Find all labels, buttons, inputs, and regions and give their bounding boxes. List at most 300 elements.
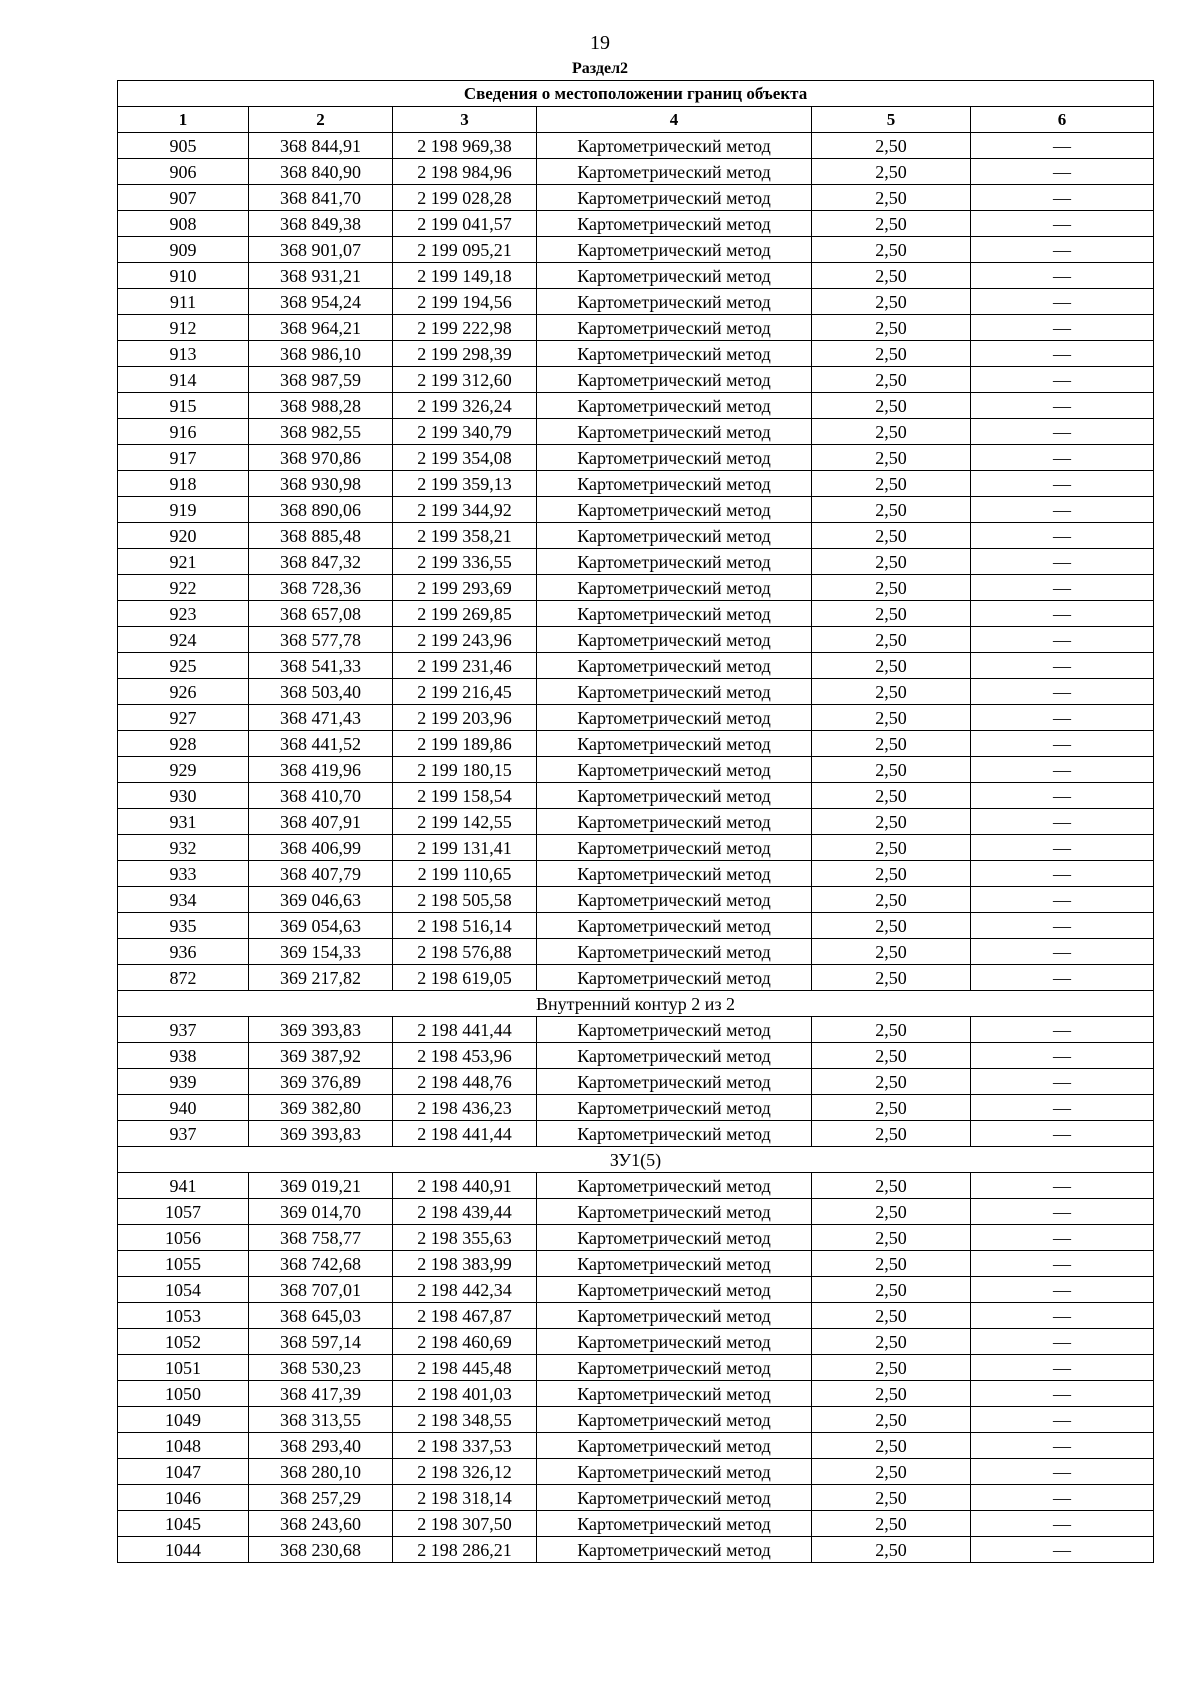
method-cell: Картометрический метод bbox=[537, 627, 812, 653]
table-row bbox=[118, 861, 1154, 887]
method-cell: Картометрический метод bbox=[537, 211, 812, 237]
x-coordinate-cell: 368 890,06 bbox=[249, 497, 393, 523]
x-coordinate-cell: 368 840,90 bbox=[249, 159, 393, 185]
x-coordinate-cell: 368 987,59 bbox=[249, 367, 393, 393]
description-cell: — bbox=[971, 1277, 1154, 1303]
table-row bbox=[118, 653, 1154, 679]
point-number-cell: 1045 bbox=[118, 1511, 249, 1537]
table-row bbox=[118, 211, 1154, 237]
description-cell: — bbox=[971, 1433, 1154, 1459]
point-number-cell: 1055 bbox=[118, 1251, 249, 1277]
page-number: 19 bbox=[590, 32, 610, 54]
accuracy-cell: 2,50 bbox=[812, 913, 971, 939]
point-number-cell: 1056 bbox=[118, 1225, 249, 1251]
point-number-cell: 907 bbox=[118, 185, 249, 211]
accuracy-cell: 2,50 bbox=[812, 1355, 971, 1381]
point-number-cell: 910 bbox=[118, 263, 249, 289]
table-row bbox=[118, 731, 1154, 757]
table-row bbox=[118, 497, 1154, 523]
point-number-cell: 920 bbox=[118, 523, 249, 549]
method-cell: Картометрический метод bbox=[537, 1433, 812, 1459]
y-coordinate-cell: 2 199 354,08 bbox=[393, 445, 537, 471]
x-coordinate-cell: 368 657,08 bbox=[249, 601, 393, 627]
accuracy-cell: 2,50 bbox=[812, 887, 971, 913]
accuracy-cell: 2,50 bbox=[812, 133, 971, 159]
y-coordinate-cell: 2 199 358,21 bbox=[393, 523, 537, 549]
point-number-cell: 1046 bbox=[118, 1485, 249, 1511]
x-coordinate-cell: 368 970,86 bbox=[249, 445, 393, 471]
x-coordinate-cell: 368 280,10 bbox=[249, 1459, 393, 1485]
point-number-cell: 917 bbox=[118, 445, 249, 471]
table-row bbox=[118, 1069, 1154, 1095]
description-cell: — bbox=[971, 1017, 1154, 1043]
section-title: Раздел2 bbox=[571, 60, 629, 77]
method-cell: Картометрический метод bbox=[537, 315, 812, 341]
y-coordinate-cell: 2 199 293,69 bbox=[393, 575, 537, 601]
description-cell: — bbox=[971, 523, 1154, 549]
x-coordinate-cell: 369 382,80 bbox=[249, 1095, 393, 1121]
y-coordinate-cell: 2 198 436,23 bbox=[393, 1095, 537, 1121]
table-row bbox=[118, 887, 1154, 913]
method-cell: Картометрический метод bbox=[537, 887, 812, 913]
method-cell: Картометрический метод bbox=[537, 1303, 812, 1329]
x-coordinate-cell: 368 441,52 bbox=[249, 731, 393, 757]
y-coordinate-cell: 2 198 348,55 bbox=[393, 1407, 537, 1433]
method-cell: Картометрический метод bbox=[537, 757, 812, 783]
method-cell: Картометрический метод bbox=[537, 1329, 812, 1355]
x-coordinate-cell: 368 982,55 bbox=[249, 419, 393, 445]
table-row bbox=[118, 471, 1154, 497]
table-row bbox=[118, 757, 1154, 783]
table-row bbox=[118, 627, 1154, 653]
accuracy-cell: 2,50 bbox=[812, 1407, 971, 1433]
method-cell: Картометрический метод bbox=[537, 1121, 812, 1147]
table-row bbox=[118, 1121, 1154, 1147]
accuracy-cell: 2,50 bbox=[812, 1069, 971, 1095]
accuracy-cell: 2,50 bbox=[812, 1485, 971, 1511]
description-cell: — bbox=[971, 1043, 1154, 1069]
x-coordinate-cell: 368 849,38 bbox=[249, 211, 393, 237]
x-coordinate-cell: 368 541,33 bbox=[249, 653, 393, 679]
accuracy-cell: 2,50 bbox=[812, 1199, 971, 1225]
method-cell: Картометрический метод bbox=[537, 705, 812, 731]
table-row bbox=[118, 393, 1154, 419]
description-cell: — bbox=[971, 445, 1154, 471]
y-coordinate-cell: 2 198 355,63 bbox=[393, 1225, 537, 1251]
y-coordinate-cell: 2 198 984,96 bbox=[393, 159, 537, 185]
description-cell: — bbox=[971, 1251, 1154, 1277]
y-coordinate-cell: 2 198 318,14 bbox=[393, 1485, 537, 1511]
table-row bbox=[118, 1433, 1154, 1459]
x-coordinate-cell: 368 313,55 bbox=[249, 1407, 393, 1433]
point-number-cell: 913 bbox=[118, 341, 249, 367]
x-coordinate-cell: 368 419,96 bbox=[249, 757, 393, 783]
point-number-cell: 1050 bbox=[118, 1381, 249, 1407]
method-cell: Картометрический метод bbox=[537, 1277, 812, 1303]
accuracy-cell: 2,50 bbox=[812, 1251, 971, 1277]
method-cell: Картометрический метод bbox=[537, 1381, 812, 1407]
method-cell: Картометрический метод bbox=[537, 237, 812, 263]
column-header: 1 bbox=[118, 107, 249, 133]
y-coordinate-cell: 2 198 442,34 bbox=[393, 1277, 537, 1303]
description-cell: — bbox=[971, 393, 1154, 419]
description-cell: — bbox=[971, 211, 1154, 237]
accuracy-cell: 2,50 bbox=[812, 1381, 971, 1407]
method-cell: Картометрический метод bbox=[537, 1537, 812, 1563]
method-cell: Картометрический метод bbox=[537, 1017, 812, 1043]
method-cell: Картометрический метод bbox=[537, 1511, 812, 1537]
x-coordinate-cell: 369 387,92 bbox=[249, 1043, 393, 1069]
description-cell: — bbox=[971, 627, 1154, 653]
x-coordinate-cell: 368 847,32 bbox=[249, 549, 393, 575]
y-coordinate-cell: 2 198 440,91 bbox=[393, 1173, 537, 1199]
accuracy-cell: 2,50 bbox=[812, 393, 971, 419]
y-coordinate-cell: 2 198 467,87 bbox=[393, 1303, 537, 1329]
description-cell: — bbox=[971, 679, 1154, 705]
accuracy-cell: 2,50 bbox=[812, 419, 971, 445]
boundary-coordinates-table bbox=[117, 80, 1154, 1563]
y-coordinate-cell: 2 199 158,54 bbox=[393, 783, 537, 809]
method-cell: Картометрический метод bbox=[537, 289, 812, 315]
description-cell: — bbox=[971, 757, 1154, 783]
description-cell: — bbox=[971, 783, 1154, 809]
point-number-cell: 911 bbox=[118, 289, 249, 315]
table-row bbox=[118, 1095, 1154, 1121]
point-number-cell: 1044 bbox=[118, 1537, 249, 1563]
x-coordinate-cell: 369 154,33 bbox=[249, 939, 393, 965]
accuracy-cell: 2,50 bbox=[812, 237, 971, 263]
x-coordinate-cell: 368 988,28 bbox=[249, 393, 393, 419]
method-cell: Картометрический метод bbox=[537, 1095, 812, 1121]
y-coordinate-cell: 2 199 326,24 bbox=[393, 393, 537, 419]
x-coordinate-cell: 369 046,63 bbox=[249, 887, 393, 913]
column-header: 3 bbox=[393, 107, 537, 133]
method-cell: Картометрический метод bbox=[537, 939, 812, 965]
point-number-cell: 927 bbox=[118, 705, 249, 731]
description-cell: — bbox=[971, 939, 1154, 965]
description-cell: — bbox=[971, 1225, 1154, 1251]
y-coordinate-cell: 2 199 243,96 bbox=[393, 627, 537, 653]
accuracy-cell: 2,50 bbox=[812, 1459, 971, 1485]
accuracy-cell: 2,50 bbox=[812, 549, 971, 575]
x-coordinate-cell: 368 844,91 bbox=[249, 133, 393, 159]
table-row bbox=[118, 1329, 1154, 1355]
accuracy-cell: 2,50 bbox=[812, 835, 971, 861]
description-cell: — bbox=[971, 965, 1154, 991]
table-row bbox=[118, 185, 1154, 211]
description-cell: — bbox=[971, 913, 1154, 939]
accuracy-cell: 2,50 bbox=[812, 783, 971, 809]
x-coordinate-cell: 368 931,21 bbox=[249, 263, 393, 289]
x-coordinate-cell: 368 410,70 bbox=[249, 783, 393, 809]
accuracy-cell: 2,50 bbox=[812, 1225, 971, 1251]
x-coordinate-cell: 368 471,43 bbox=[249, 705, 393, 731]
table-row bbox=[118, 1277, 1154, 1303]
y-coordinate-cell: 2 199 203,96 bbox=[393, 705, 537, 731]
y-coordinate-cell: 2 199 269,85 bbox=[393, 601, 537, 627]
method-cell: Картометрический метод bbox=[537, 1173, 812, 1199]
accuracy-cell: 2,50 bbox=[812, 1121, 971, 1147]
x-coordinate-cell: 368 406,99 bbox=[249, 835, 393, 861]
table-row bbox=[118, 679, 1154, 705]
point-number-cell: 906 bbox=[118, 159, 249, 185]
description-cell: — bbox=[971, 1381, 1154, 1407]
method-cell: Картометрический метод bbox=[537, 497, 812, 523]
point-number-cell: 1057 bbox=[118, 1199, 249, 1225]
x-coordinate-cell: 368 930,98 bbox=[249, 471, 393, 497]
accuracy-cell: 2,50 bbox=[812, 159, 971, 185]
point-number-cell: 1047 bbox=[118, 1459, 249, 1485]
point-number-cell: 934 bbox=[118, 887, 249, 913]
point-number-cell: 923 bbox=[118, 601, 249, 627]
x-coordinate-cell: 368 407,91 bbox=[249, 809, 393, 835]
method-cell: Картометрический метод bbox=[537, 133, 812, 159]
x-coordinate-cell: 368 841,70 bbox=[249, 185, 393, 211]
method-cell: Картометрический метод bbox=[537, 185, 812, 211]
accuracy-cell: 2,50 bbox=[812, 289, 971, 315]
y-coordinate-cell: 2 198 460,69 bbox=[393, 1329, 537, 1355]
method-cell: Картометрический метод bbox=[537, 471, 812, 497]
table-row bbox=[118, 1251, 1154, 1277]
point-number-cell: 939 bbox=[118, 1069, 249, 1095]
y-coordinate-cell: 2 199 194,56 bbox=[393, 289, 537, 315]
y-coordinate-cell: 2 198 401,03 bbox=[393, 1381, 537, 1407]
point-number-cell: 914 bbox=[118, 367, 249, 393]
description-cell: — bbox=[971, 861, 1154, 887]
accuracy-cell: 2,50 bbox=[812, 1329, 971, 1355]
y-coordinate-cell: 2 198 307,50 bbox=[393, 1511, 537, 1537]
table-row bbox=[118, 419, 1154, 445]
point-number-cell: 908 bbox=[118, 211, 249, 237]
accuracy-cell: 2,50 bbox=[812, 653, 971, 679]
column-header: 5 bbox=[812, 107, 971, 133]
accuracy-cell: 2,50 bbox=[812, 965, 971, 991]
table-row bbox=[118, 1355, 1154, 1381]
method-cell: Картометрический метод bbox=[537, 367, 812, 393]
y-coordinate-cell: 2 199 340,79 bbox=[393, 419, 537, 445]
table-row bbox=[118, 341, 1154, 367]
table-body bbox=[118, 133, 1154, 1563]
description-cell: — bbox=[971, 705, 1154, 731]
table-row bbox=[118, 1199, 1154, 1225]
method-cell: Картометрический метод bbox=[537, 1199, 812, 1225]
y-coordinate-cell: 2 199 189,86 bbox=[393, 731, 537, 757]
table-row bbox=[118, 939, 1154, 965]
accuracy-cell: 2,50 bbox=[812, 939, 971, 965]
table-row bbox=[118, 159, 1154, 185]
description-cell: — bbox=[971, 419, 1154, 445]
method-cell: Картометрический метод bbox=[537, 913, 812, 939]
point-number-cell: 1049 bbox=[118, 1407, 249, 1433]
method-cell: Картометрический метод bbox=[537, 1485, 812, 1511]
table-row bbox=[118, 809, 1154, 835]
accuracy-cell: 2,50 bbox=[812, 705, 971, 731]
y-coordinate-cell: 2 199 149,18 bbox=[393, 263, 537, 289]
x-coordinate-cell: 368 901,07 bbox=[249, 237, 393, 263]
description-cell: — bbox=[971, 367, 1154, 393]
x-coordinate-cell: 369 217,82 bbox=[249, 965, 393, 991]
description-cell: — bbox=[971, 1069, 1154, 1095]
accuracy-cell: 2,50 bbox=[812, 315, 971, 341]
accuracy-cell: 2,50 bbox=[812, 757, 971, 783]
description-cell: — bbox=[971, 1355, 1154, 1381]
method-cell: Картометрический метод bbox=[537, 1251, 812, 1277]
x-coordinate-cell: 368 293,40 bbox=[249, 1433, 393, 1459]
y-coordinate-cell: 2 198 576,88 bbox=[393, 939, 537, 965]
description-cell: — bbox=[971, 601, 1154, 627]
method-cell: Картометрический метод bbox=[537, 731, 812, 757]
x-coordinate-cell: 368 530,23 bbox=[249, 1355, 393, 1381]
accuracy-cell: 2,50 bbox=[812, 861, 971, 887]
table-row bbox=[118, 1407, 1154, 1433]
point-number-cell: 935 bbox=[118, 913, 249, 939]
table-row bbox=[118, 601, 1154, 627]
method-cell: Картометрический метод bbox=[537, 601, 812, 627]
point-number-cell: 929 bbox=[118, 757, 249, 783]
y-coordinate-cell: 2 199 131,41 bbox=[393, 835, 537, 861]
table-row bbox=[118, 1511, 1154, 1537]
table-row bbox=[118, 705, 1154, 731]
point-number-cell: 1053 bbox=[118, 1303, 249, 1329]
y-coordinate-cell: 2 198 969,38 bbox=[393, 133, 537, 159]
method-cell: Картометрический метод bbox=[537, 783, 812, 809]
table-row bbox=[118, 1485, 1154, 1511]
y-coordinate-cell: 2 198 326,12 bbox=[393, 1459, 537, 1485]
method-cell: Картометрический метод bbox=[537, 445, 812, 471]
y-coordinate-cell: 2 199 336,55 bbox=[393, 549, 537, 575]
table-row bbox=[118, 913, 1154, 939]
table-row bbox=[118, 1017, 1154, 1043]
x-coordinate-cell: 369 393,83 bbox=[249, 1017, 393, 1043]
y-coordinate-cell: 2 199 095,21 bbox=[393, 237, 537, 263]
point-number-cell: 924 bbox=[118, 627, 249, 653]
point-number-cell: 1051 bbox=[118, 1355, 249, 1381]
description-cell: — bbox=[971, 653, 1154, 679]
table-row bbox=[118, 289, 1154, 315]
contour-label-row bbox=[118, 1147, 1154, 1173]
y-coordinate-cell: 2 199 041,57 bbox=[393, 211, 537, 237]
accuracy-cell: 2,50 bbox=[812, 731, 971, 757]
point-number-cell: 928 bbox=[118, 731, 249, 757]
table-row bbox=[118, 575, 1154, 601]
table-row bbox=[118, 1381, 1154, 1407]
accuracy-cell: 2,50 bbox=[812, 341, 971, 367]
y-coordinate-cell: 2 198 505,58 bbox=[393, 887, 537, 913]
method-cell: Картометрический метод bbox=[537, 809, 812, 835]
description-cell: — bbox=[971, 1121, 1154, 1147]
point-number-cell: 915 bbox=[118, 393, 249, 419]
method-cell: Картометрический метод bbox=[537, 419, 812, 445]
table-row bbox=[118, 549, 1154, 575]
table-row bbox=[118, 1173, 1154, 1199]
accuracy-cell: 2,50 bbox=[812, 445, 971, 471]
description-cell: — bbox=[971, 159, 1154, 185]
x-coordinate-cell: 368 407,79 bbox=[249, 861, 393, 887]
method-cell: Картометрический метод bbox=[537, 1459, 812, 1485]
point-number-cell: 872 bbox=[118, 965, 249, 991]
table-row bbox=[118, 1459, 1154, 1485]
accuracy-cell: 2,50 bbox=[812, 185, 971, 211]
description-cell: — bbox=[971, 1095, 1154, 1121]
table-row bbox=[118, 783, 1154, 809]
description-cell: — bbox=[971, 1485, 1154, 1511]
y-coordinate-cell: 2 198 453,96 bbox=[393, 1043, 537, 1069]
method-cell: Картометрический метод bbox=[537, 523, 812, 549]
x-coordinate-cell: 368 645,03 bbox=[249, 1303, 393, 1329]
accuracy-cell: 2,50 bbox=[812, 679, 971, 705]
point-number-cell: 930 bbox=[118, 783, 249, 809]
point-number-cell: 937 bbox=[118, 1017, 249, 1043]
x-coordinate-cell: 368 597,14 bbox=[249, 1329, 393, 1355]
y-coordinate-cell: 2 199 359,13 bbox=[393, 471, 537, 497]
y-coordinate-cell: 2 198 516,14 bbox=[393, 913, 537, 939]
method-cell: Картометрический метод bbox=[537, 679, 812, 705]
description-cell: — bbox=[971, 835, 1154, 861]
point-number-cell: 938 bbox=[118, 1043, 249, 1069]
point-number-cell: 922 bbox=[118, 575, 249, 601]
description-cell: — bbox=[971, 1173, 1154, 1199]
y-coordinate-cell: 2 198 286,21 bbox=[393, 1537, 537, 1563]
point-number-cell: 925 bbox=[118, 653, 249, 679]
contour-label-row bbox=[118, 991, 1154, 1017]
x-coordinate-cell: 368 230,68 bbox=[249, 1537, 393, 1563]
x-coordinate-cell: 368 503,40 bbox=[249, 679, 393, 705]
x-coordinate-cell: 369 376,89 bbox=[249, 1069, 393, 1095]
method-cell: Картометрический метод bbox=[537, 575, 812, 601]
x-coordinate-cell: 368 243,60 bbox=[249, 1511, 393, 1537]
y-coordinate-cell: 2 199 222,98 bbox=[393, 315, 537, 341]
method-cell: Картометрический метод bbox=[537, 653, 812, 679]
point-number-cell: 1048 bbox=[118, 1433, 249, 1459]
accuracy-cell: 2,50 bbox=[812, 1537, 971, 1563]
description-cell: — bbox=[971, 731, 1154, 757]
method-cell: Картометрический метод bbox=[537, 159, 812, 185]
table-row bbox=[118, 523, 1154, 549]
description-cell: — bbox=[971, 1329, 1154, 1355]
accuracy-cell: 2,50 bbox=[812, 367, 971, 393]
description-cell: — bbox=[971, 809, 1154, 835]
contour-label: ЗУ1(5) bbox=[118, 1147, 1154, 1173]
x-coordinate-cell: 368 742,68 bbox=[249, 1251, 393, 1277]
accuracy-cell: 2,50 bbox=[812, 497, 971, 523]
table-row bbox=[118, 133, 1154, 159]
y-coordinate-cell: 2 199 216,45 bbox=[393, 679, 537, 705]
point-number-cell: 937 bbox=[118, 1121, 249, 1147]
x-coordinate-cell: 368 986,10 bbox=[249, 341, 393, 367]
description-cell: — bbox=[971, 471, 1154, 497]
accuracy-cell: 2,50 bbox=[812, 1017, 971, 1043]
method-cell: Картометрический метод bbox=[537, 393, 812, 419]
y-coordinate-cell: 2 198 441,44 bbox=[393, 1017, 537, 1043]
x-coordinate-cell: 368 954,24 bbox=[249, 289, 393, 315]
description-cell: — bbox=[971, 549, 1154, 575]
x-coordinate-cell: 369 014,70 bbox=[249, 1199, 393, 1225]
point-number-cell: 921 bbox=[118, 549, 249, 575]
table-row bbox=[118, 1537, 1154, 1563]
accuracy-cell: 2,50 bbox=[812, 1277, 971, 1303]
accuracy-cell: 2,50 bbox=[812, 601, 971, 627]
column-header: 2 bbox=[249, 107, 393, 133]
accuracy-cell: 2,50 bbox=[812, 1303, 971, 1329]
table-row bbox=[118, 1225, 1154, 1251]
y-coordinate-cell: 2 198 619,05 bbox=[393, 965, 537, 991]
method-cell: Картометрический метод bbox=[537, 1225, 812, 1251]
point-number-cell: 909 bbox=[118, 237, 249, 263]
method-cell: Картометрический метод bbox=[537, 1407, 812, 1433]
method-cell: Картометрический метод bbox=[537, 861, 812, 887]
point-number-cell: 932 bbox=[118, 835, 249, 861]
table-row bbox=[118, 835, 1154, 861]
